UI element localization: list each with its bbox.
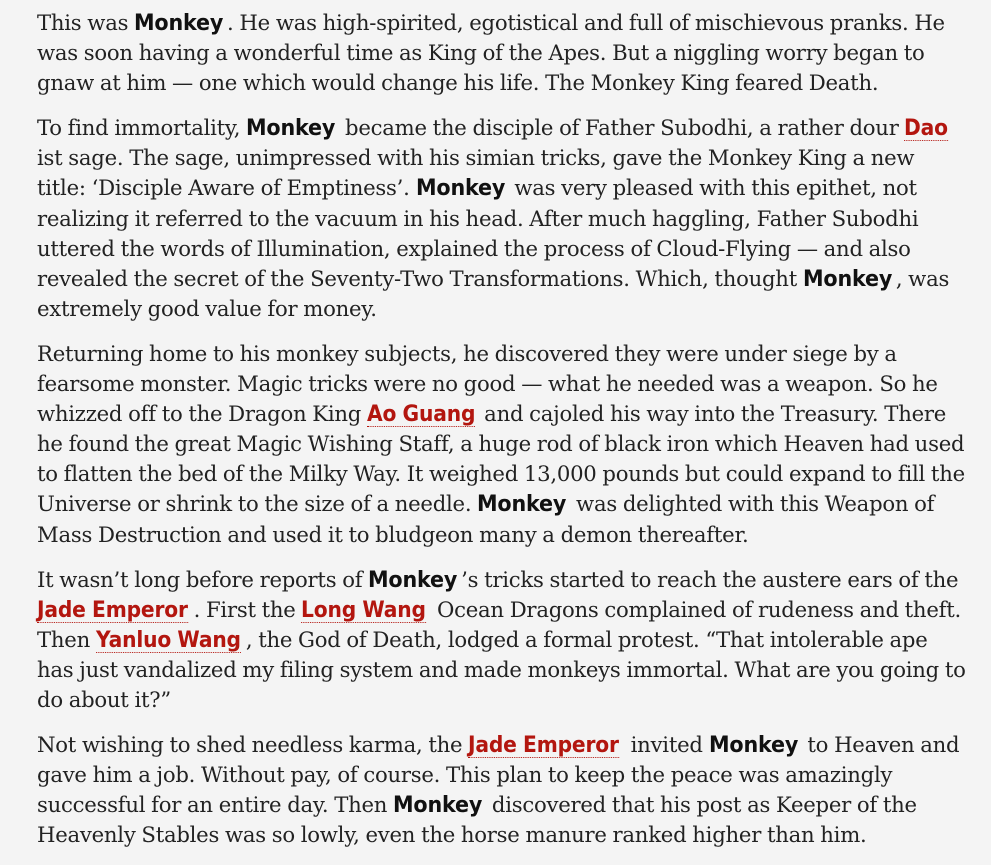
- text: . First the: [193, 596, 302, 622]
- link-dao[interactable]: Dao: [904, 115, 949, 142]
- character-name-monkey: Monkey: [477, 491, 567, 518]
- text: became the disciple of Father Subodhi, a rather dour: [339, 115, 905, 141]
- link-jade-emperor[interactable]: Jade Emperor: [468, 732, 620, 759]
- text: It wasn’t long before reports of: [37, 566, 369, 592]
- text: To find immortality,: [37, 115, 247, 141]
- article-body: [37, 8, 967, 865]
- text: was delighted with this Weapon of Mass Destruction and used it to bludgeon many a demon thereafter.: [37, 491, 935, 547]
- paragraph-3: [37, 339, 967, 550]
- link-ao-guang[interactable]: Ao Guang: [366, 401, 476, 428]
- text: Ocean Dragons complained of rudeness and theft. Then: [37, 596, 961, 652]
- character-name-monkey: Monkey: [802, 265, 893, 292]
- text: invited: [624, 732, 709, 758]
- text: , the God of Death, lodged a formal protest. “That intolerable ape has just vandalized my filing system and made monkeys immortal. What are you going to do about it?”: [37, 626, 966, 712]
- character-name-monkey: Monkey: [393, 792, 483, 819]
- character-name-monkey: Monkey: [415, 175, 505, 202]
- text: and cajoled his way into the Treasury. There he found the great Magic Wishing Staff, a huge rod of black iron which Heaven had used to flatten the bed of the Milky Way. It weighed 13,000 pounds but could expand to fill the Universe or shrink to the size of a needle.: [37, 401, 965, 517]
- text: . He was high-spirited, egotistical and full of mischievous pranks. He was soon having a wonderful time as King of the Apes. But a niggling worry began to gnaw at him — one which would change his life. The Monkey King feared Death.: [37, 10, 945, 96]
- link-yanluo-wang[interactable]: Yanluo Wang: [95, 626, 241, 653]
- paragraph-2: [37, 113, 967, 324]
- text: This was: [37, 10, 135, 35]
- paragraph-5: [37, 730, 967, 850]
- character-name-monkey: Monkey: [246, 115, 336, 142]
- text: ’s tricks started to reach the austere ears of the: [461, 566, 959, 592]
- paragraph-4: [37, 565, 967, 715]
- link-jade-emperor[interactable]: Jade Emperor: [37, 596, 188, 623]
- text: to Heaven and gave him a job. Without pay, of course. This plan to keep the peace was amazingly successful for an entire day. Then: [37, 732, 960, 818]
- link-long-wang[interactable]: Long Wang: [301, 596, 427, 623]
- character-name-monkey: Monkey: [708, 732, 798, 759]
- text: was very pleased with this epithet, not realizing it referred to the vacuum in his head. After much haggling, Father Subodhi uttered the words of Illumination, explained the process of Cloud-Flying — and also revealed the secret of the Seventy-Two Transformations. Which, thought: [37, 175, 919, 291]
- character-name-monkey: Monkey: [368, 566, 458, 593]
- character-name-monkey: Monkey: [134, 10, 224, 36]
- text: discovered that his post as Keeper of the Heavenly Stables was so lowly, even the horse manure ranked higher than him.: [37, 792, 917, 848]
- text: ist sage. The sage, unimpressed with his simian tricks, gave the Monkey King a new title: ‘Disciple Aware of Emptiness’.: [37, 145, 915, 201]
- paragraph-1: [37, 8, 967, 98]
- text: Returning home to his monkey subjects, he discovered they were under siege by a fearsome monster. Magic tricks were no good — what he needed was a weapon. So he whizzed off to the Dragon King: [37, 340, 938, 427]
- text: Not wishing to shed needless karma, the: [37, 732, 469, 758]
- text: , was extremely good value for money.: [37, 265, 950, 321]
